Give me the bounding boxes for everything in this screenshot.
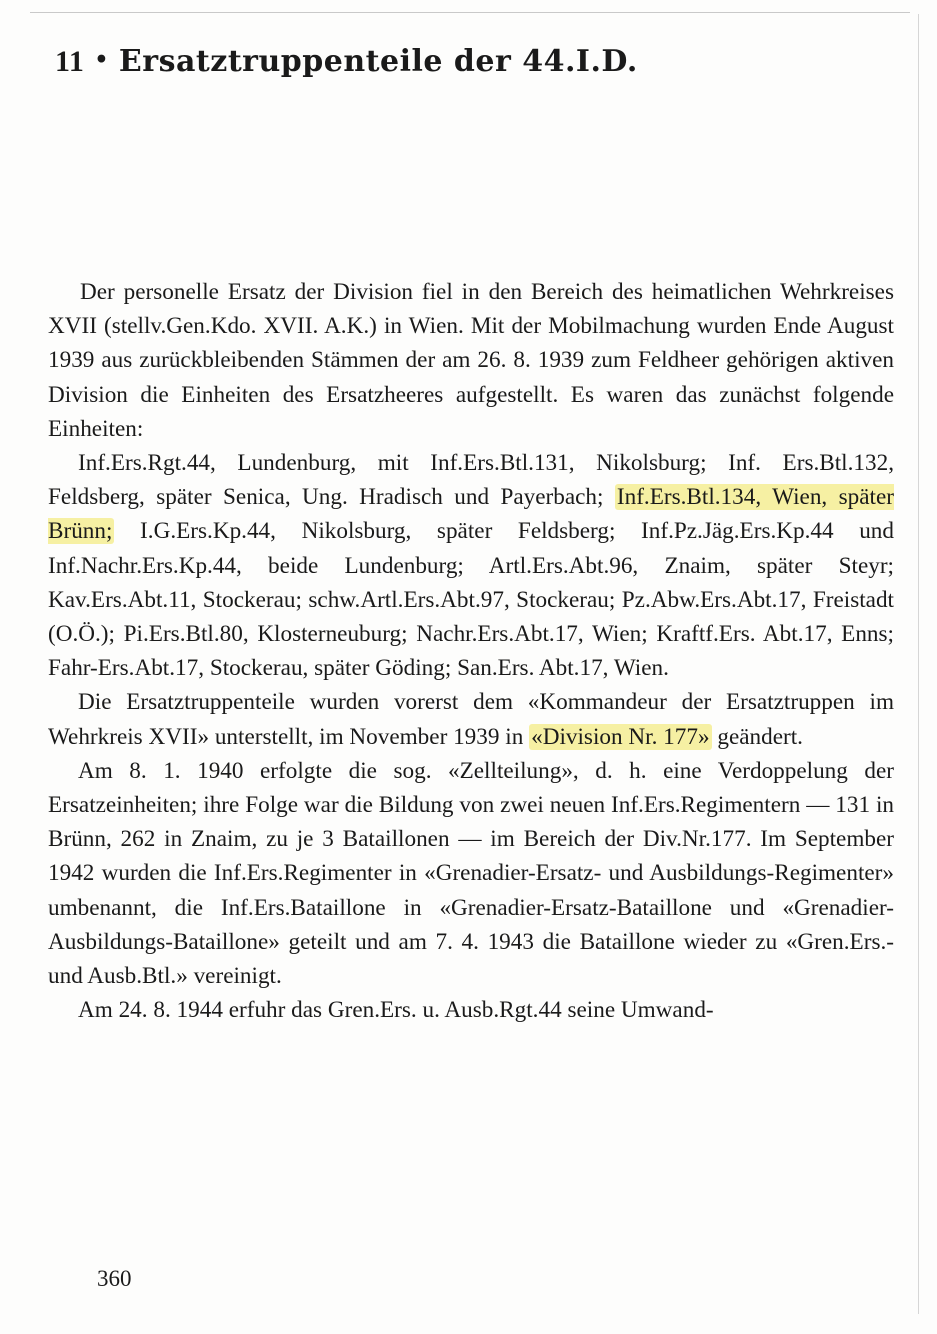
chapter-title: Ersatztruppenteile der 44.I.D. — [118, 44, 638, 79]
paragraph-3-text-b: geändert. — [711, 723, 803, 750]
body-text — [48, 275, 894, 1027]
highlighted-text-btl134: Inf.Ers.Btl.134, Wien, später Brünn; — [48, 484, 894, 545]
page-top-edge — [30, 12, 910, 13]
paragraph-2 — [48, 446, 894, 685]
paragraph-4: Am 8. 1. 1940 erfolgte die sog. «Zellteilung», d. h. eine Verdoppelung der Ersatzeinheiten; ihre Folge war die Bildung von zwei neuen Inf.Ers.Regimentern — 131 in Brünn, 262 in Znaim, zu je 3 Bataillonen — im Bereich der Div.Nr.177. Im September 1942 wurden die Inf.Ers.Regimenter in «Grenadier-Ersatz- und Ausbildungs-Regimenter» umbenannt, die Inf.Ers.Bataillone in «Grenadier-Ersatz-Bataillone und «Grenadier-Ausbildungs-Bataillone» geteilt und am 7. 4. 1943 die Bataillone wieder zu «Gren.Ers.- und Ausb.Btl.» vereinigt. — [48, 757, 894, 990]
page-number: 360 — [97, 1266, 132, 1291]
paragraph-2-text-b: I.G.Ers.Kp.44, Nikolsburg, später Feldsberg; Inf.Pz.Jäg.Ers.Kp.44 und Inf.Nachr.Ers.Kp.44, beide Lundenburg; Artl.Ers.Abt.96, Znaim, später Steyr; Kav.Ers.Abt.11, Stockerau; schw.Artl.Ers.Abt.97, Stockerau; Pz.Abw.Ers.Abt.17, Freistadt (O.Ö.); Pi.Ers.Btl.80, Klosterneuburg; Nachr.Ers.Abt.17, Wien; Kraftf.Ers. Abt.17, Enns; Fahr-Ers.Abt.17, Stockerau, später Göding; San.Ers. Abt.17, Wien. — [48, 518, 894, 682]
paragraph-5: Am 24. 8. 1944 erfuhr das Gren.Ers. u. Ausb.Rgt.44 seine Umwand- — [78, 997, 714, 1024]
paragraph-3 — [48, 685, 894, 753]
paragraph-1: Der personelle Ersatz der Division fiel in den Bereich des heimatlichen Wehrkreises XVII (stellv.Gen.Kdo. XVII. A.K.) in Wien. Mit der Mobilmachung wurden Ende August 1939 aus zurückbleibenden Stämmen der am 26. 8. 1939 zum Feldheer gehörigen aktiven Division die Einheiten des Ersatzheeres aufgestellt. Es waren das zunächst folgende Einheiten: — [48, 279, 894, 442]
page-right-edge — [918, 14, 919, 1314]
chapter-number: 11 — [55, 45, 85, 78]
chapter-heading — [55, 44, 638, 79]
paragraph-3-text-a: Die Ersatztruppenteile wurden vorerst dem «Kommandeur der Ersatztruppen im Wehrkreis XVII» unterstellt, im November 1939 in — [48, 689, 894, 750]
highlighted-text-division177: «Division Nr. 177» — [531, 723, 710, 750]
heading-separator: • — [94, 47, 109, 73]
paragraph-2-text-a: Inf.Ers.Rgt.44, Lundenburg, mit Inf.Ers.Btl.131, Nikolsburg; Inf. Ers.Btl.132, Feldsberg, später Senica, Ung. Hradisch und Payerbach; — [48, 450, 894, 511]
